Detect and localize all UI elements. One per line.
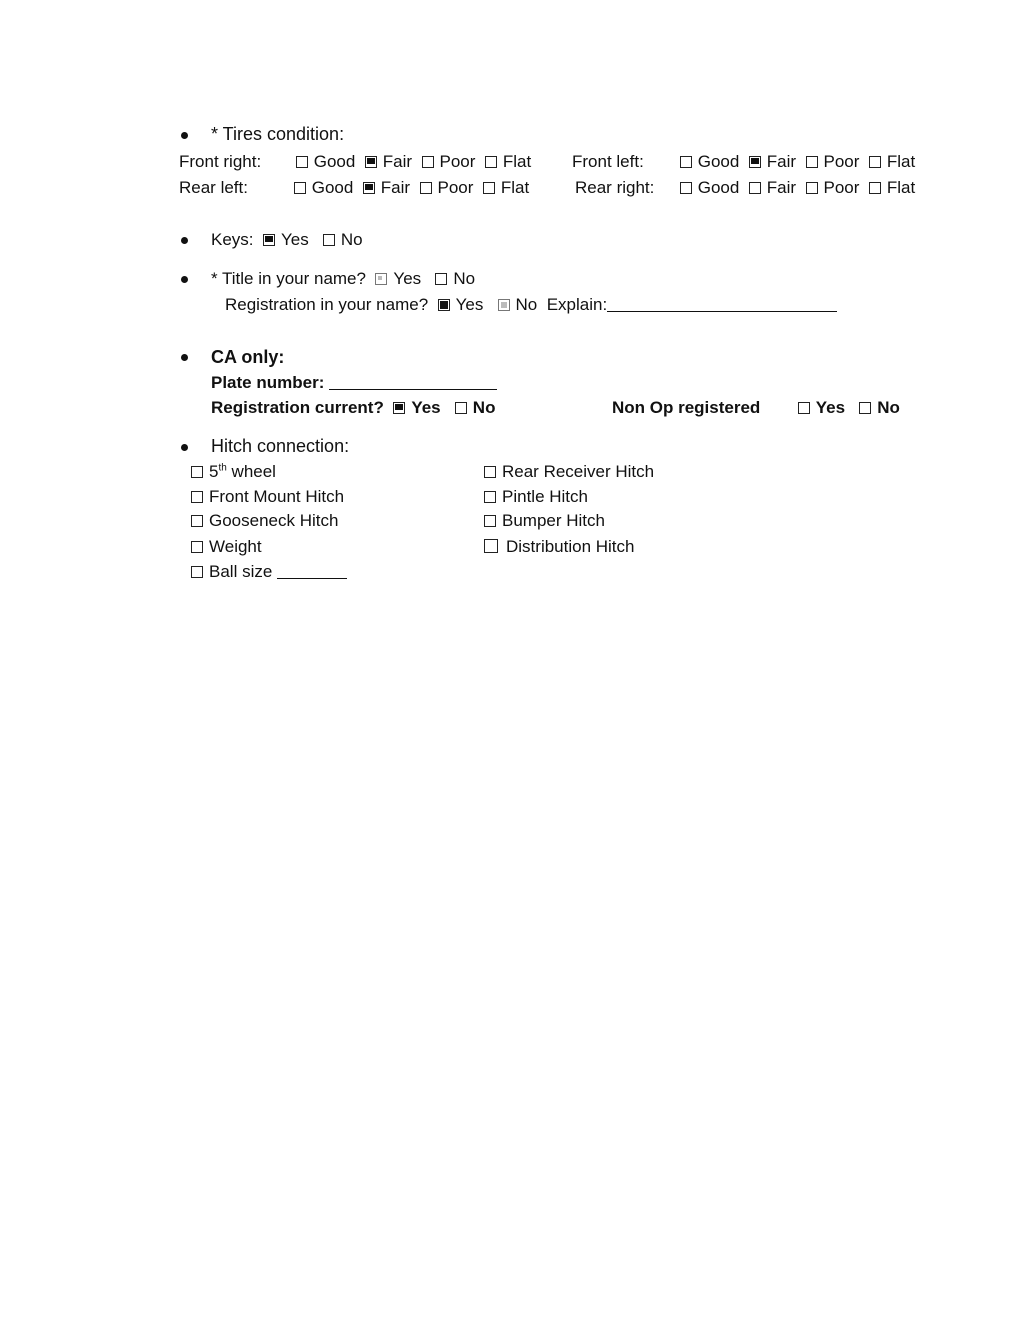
rear-right-flat-option[interactable]: Flat	[869, 178, 915, 198]
registration-yes-option[interactable]: Yes	[438, 295, 484, 315]
rear-left-label: Rear left:	[179, 178, 248, 197]
checkbox-icon[interactable]	[806, 182, 818, 194]
hitch-rear-receiver-option[interactable]: Rear Receiver Hitch	[484, 462, 654, 482]
checkbox-checked-icon[interactable]	[363, 182, 375, 194]
checkbox-dot-icon[interactable]	[375, 273, 387, 285]
checkbox-icon[interactable]	[422, 156, 434, 168]
keys-label: Keys:	[211, 230, 254, 249]
reg-current-row	[211, 398, 495, 418]
reg-current-no-option[interactable]: No	[455, 398, 496, 418]
checkbox-checked-icon[interactable]	[365, 156, 377, 168]
title-yes-option[interactable]: Yes	[375, 269, 421, 289]
registration-label: Registration in your name?	[225, 295, 429, 314]
registration-no-option[interactable]: No	[498, 295, 538, 315]
plate-label: Plate number:	[211, 373, 325, 392]
checkbox-icon[interactable]	[191, 566, 203, 578]
hitch-bumper-option[interactable]: Bumper Hitch	[484, 511, 605, 531]
plate-row	[211, 373, 497, 393]
checkbox-icon[interactable]	[484, 466, 496, 478]
tires-heading: * Tires condition:	[211, 124, 345, 144]
front-left-flat-option[interactable]: Flat	[869, 152, 915, 172]
hitch-ball-size-option[interactable]: Ball size	[191, 562, 347, 582]
checkbox-icon[interactable]	[483, 182, 495, 194]
keys-no-option[interactable]: No	[323, 230, 363, 250]
rear-right-poor-option[interactable]: Poor	[806, 178, 860, 198]
non-op-row	[612, 398, 900, 418]
checkbox-checked-icon[interactable]	[749, 156, 761, 168]
keys-yes-option[interactable]: Yes	[263, 230, 309, 250]
reg-current-yes-option[interactable]: Yes	[393, 398, 440, 418]
rear-right-label: Rear right:	[575, 178, 655, 197]
rear-right-good-option[interactable]: Good	[680, 178, 740, 198]
checkbox-icon[interactable]	[484, 539, 498, 553]
reg-current-label: Registration current?	[211, 398, 384, 417]
hitch-gooseneck-option[interactable]: Gooseneck Hitch	[191, 511, 338, 531]
front-right-row	[179, 152, 531, 172]
rear-left-poor-option[interactable]: Poor	[420, 178, 474, 198]
bullet	[181, 237, 188, 244]
checkbox-checked-icon[interactable]	[438, 299, 450, 311]
keys-row	[211, 230, 363, 250]
checkbox-icon[interactable]	[484, 515, 496, 527]
checkbox-icon[interactable]	[680, 182, 692, 194]
checkbox-icon[interactable]	[191, 491, 203, 503]
front-left-good-option[interactable]: Good	[680, 152, 740, 172]
checkbox-icon[interactable]	[485, 156, 497, 168]
bullet	[181, 276, 188, 283]
ca-heading: CA only:	[211, 347, 285, 367]
rear-left-good-option[interactable]: Good	[294, 178, 354, 198]
front-right-good-option[interactable]: Good	[296, 152, 356, 172]
bullet	[181, 444, 188, 451]
hitch-pintle-option[interactable]: Pintle Hitch	[484, 487, 588, 507]
front-left-poor-option[interactable]: Poor	[806, 152, 860, 172]
front-right-fair-option[interactable]: Fair	[365, 152, 412, 172]
rear-right-row	[575, 178, 915, 198]
rear-left-flat-option[interactable]: Flat	[483, 178, 529, 198]
rear-left-row	[179, 178, 529, 198]
bullet	[181, 354, 188, 361]
checkbox-icon[interactable]	[484, 491, 496, 503]
ball-size-field[interactable]	[277, 564, 347, 579]
front-right-flat-option[interactable]: Flat	[485, 152, 531, 172]
checkbox-icon[interactable]	[296, 156, 308, 168]
hitch-weight-option[interactable]: Weight	[191, 537, 262, 557]
front-right-poor-option[interactable]: Poor	[422, 152, 476, 172]
explain-field[interactable]	[607, 297, 837, 312]
checkbox-icon[interactable]	[869, 182, 881, 194]
checkbox-icon[interactable]	[191, 515, 203, 527]
explain-label: Explain:	[546, 295, 608, 314]
front-left-label: Front left:	[572, 152, 644, 171]
hitch-distribution-option[interactable]: Distribution Hitch	[484, 537, 635, 557]
plate-number-field[interactable]	[329, 375, 497, 390]
checkbox-icon[interactable]	[420, 182, 432, 194]
checkbox-icon[interactable]	[191, 541, 203, 553]
checkbox-icon[interactable]	[323, 234, 335, 246]
non-op-label: Non Op registered	[612, 398, 761, 417]
checkbox-icon[interactable]	[191, 466, 203, 478]
front-right-label: Front right:	[179, 152, 262, 171]
checkbox-icon[interactable]	[806, 156, 818, 168]
checkbox-grey-icon[interactable]	[498, 299, 510, 311]
non-op-no-option[interactable]: No	[859, 398, 900, 418]
hitch-heading: Hitch connection:	[211, 436, 350, 456]
checkbox-icon[interactable]	[859, 402, 871, 414]
title-row	[211, 269, 475, 289]
rear-left-fair-option[interactable]: Fair	[363, 178, 410, 198]
title-label: * Title in your name?	[211, 269, 366, 288]
non-op-yes-option[interactable]: Yes	[798, 398, 845, 418]
checkbox-icon[interactable]	[749, 182, 761, 194]
checkbox-icon[interactable]	[798, 402, 810, 414]
checkbox-icon[interactable]	[455, 402, 467, 414]
front-left-fair-option[interactable]: Fair	[749, 152, 796, 172]
checkbox-icon[interactable]	[435, 273, 447, 285]
hitch-front-mount-option[interactable]: Front Mount Hitch	[191, 487, 344, 507]
rear-right-fair-option[interactable]: Fair	[749, 178, 796, 198]
checkbox-checked-icon[interactable]	[263, 234, 275, 246]
checkbox-icon[interactable]	[294, 182, 306, 194]
title-no-option[interactable]: No	[435, 269, 475, 289]
checkbox-icon[interactable]	[869, 156, 881, 168]
hitch-fifth-wheel-option[interactable]: 5th wheel	[191, 462, 276, 482]
checkbox-checked-icon[interactable]	[393, 402, 405, 414]
front-left-row	[572, 152, 915, 172]
checkbox-icon[interactable]	[680, 156, 692, 168]
bullet	[181, 132, 188, 139]
registration-row	[225, 295, 837, 315]
